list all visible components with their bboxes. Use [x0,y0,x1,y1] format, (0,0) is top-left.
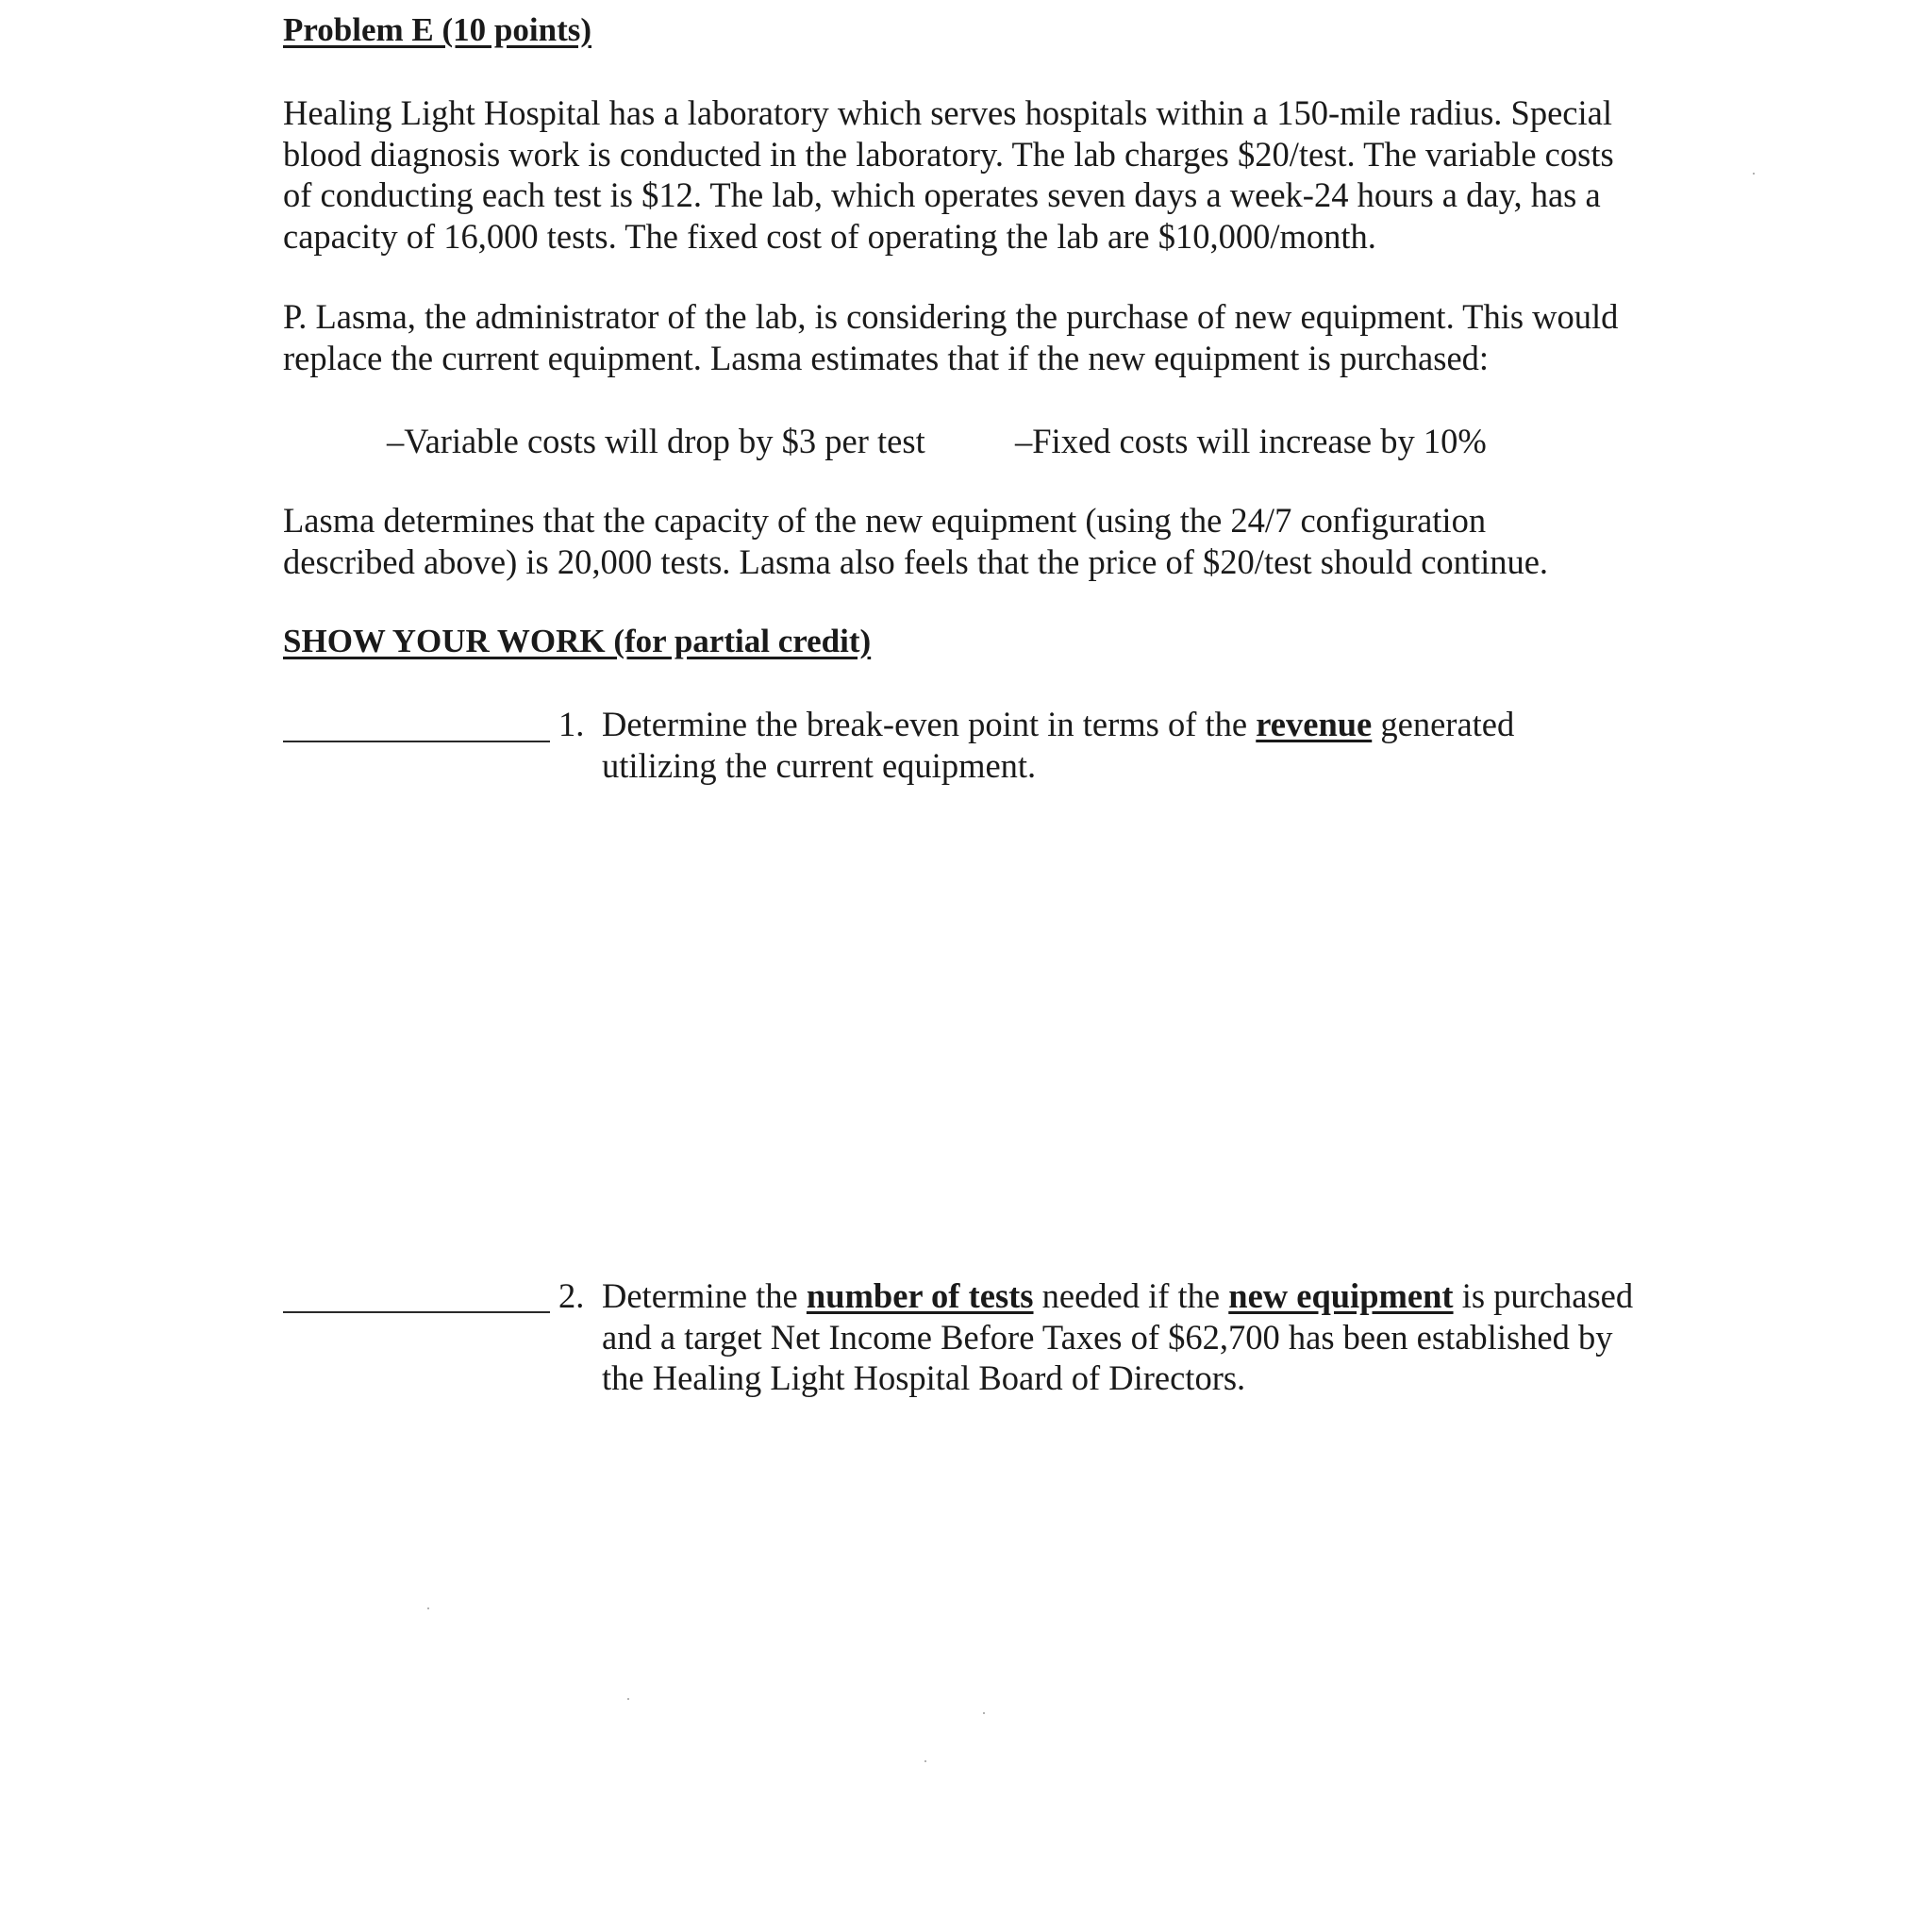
estimate-variable-costs: –Variable costs will drop by $3 per test [387,422,925,460]
intro-paragraph [283,92,1679,257]
problem-title: Problem E (10 points) [283,11,591,48]
capacity-line-2: described above) is 20,000 tests. Lasma also feels that the price of $20/test should continue. [283,541,1549,581]
question-2-text-after: is purchased [1453,1276,1634,1315]
question-2-line-1 [602,1275,1690,1317]
equipment-line-1: P. Lasma, the administrator of the lab, is considering the purchase of new equipment. This would [283,297,1619,336]
question-1-line-1 [602,704,1690,745]
question-2-emphasis-number-of-tests: number of tests [806,1276,1034,1315]
scan-speck [1753,173,1755,175]
question-1-line-2: utilizing the current equipment. [602,745,1037,785]
question-2-line-3: the Healing Light Hospital Board of Directors. [602,1358,1246,1397]
question-1 [558,704,1690,786]
scan-speck [427,1607,429,1609]
question-2-emphasis-new-equipment: new equipment [1228,1276,1454,1315]
capacity-line-1: Lasma determines that the capacity of the new equipment (using the 24/7 configuration [283,501,1487,540]
question-2-number: 2. [558,1276,585,1315]
scan-speck [924,1760,926,1762]
intro-line-1: Healing Light Hospital has a laboratory which serves hospitals within a 150-mile radius. Special [283,93,1612,132]
question-2 [558,1275,1690,1399]
intro-line-2: blood diagnosis work is conducted in the laboratory. The lab charges $20/test. The variable costs [283,134,1614,174]
intro-line-3: of conducting each test is $12. The lab, which operates seven days a week-24 hours a day, has a [283,175,1601,214]
answer-blank-1[interactable] [283,741,550,742]
question-1-number: 1. [558,705,585,743]
question-1-text-after: generated [1372,705,1515,743]
estimate-fixed-costs: –Fixed costs will increase by 10% [1015,422,1487,460]
intro-line-4: capacity of 16,000 tests. The fixed cost of operating the lab are $10,000/month. [283,216,1376,256]
answer-blank-2[interactable] [283,1311,550,1313]
question-2-text [602,1275,1690,1399]
question-2-text-before: Determine the [602,1276,807,1315]
question-1-text [602,704,1690,786]
scan-speck [983,1712,985,1714]
question-2-line-2: and a target Net Income Before Taxes of $62,700 has been established by [602,1317,1613,1357]
equipment-paragraph [283,296,1679,378]
question-2-text-middle: needed if the [1033,1276,1229,1315]
equipment-line-2: replace the current equipment. Lasma estimates that if the new equipment is purchased: [283,338,1490,377]
question-1-emphasis-revenue: revenue [1256,705,1373,743]
scan-speck [627,1698,629,1700]
question-1-text-before: Determine the break-even point in terms of the [602,705,1257,743]
show-work-heading: SHOW YOUR WORK (for partial credit) [283,623,872,659]
capacity-paragraph [283,500,1679,582]
